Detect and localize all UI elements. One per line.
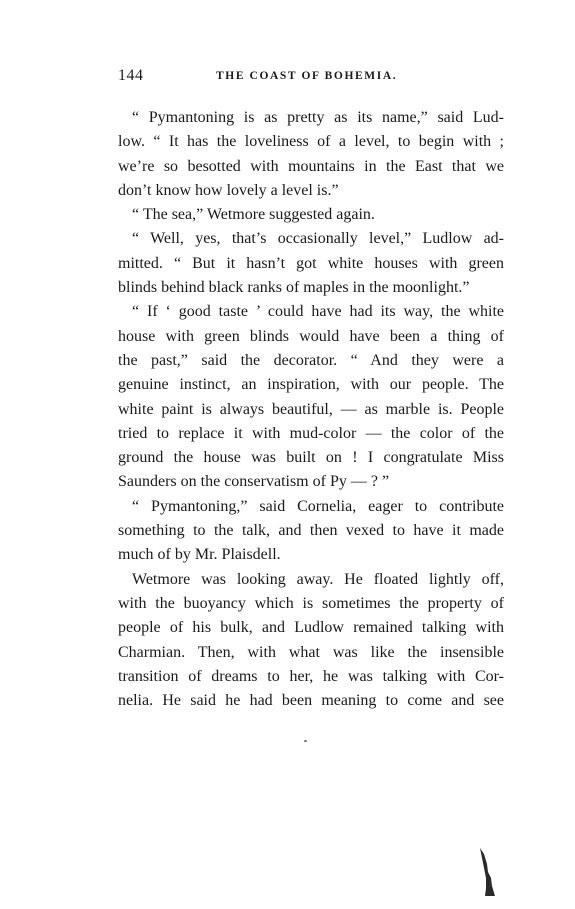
text-line: the past,” said the decorator. “ And they were a: [118, 351, 504, 369]
text-line: something to the talk, and then vexed to have it made: [118, 522, 504, 540]
text-line: people of his bulk, and Ludlow remained talking with: [118, 619, 504, 637]
text-line: don’t know how lovely a level is.”: [118, 181, 339, 199]
text-line: ground the house was built on ! I congratulate Miss: [118, 449, 504, 467]
text-line: white paint is always beautiful, — as marble is. People: [118, 400, 504, 418]
ink-speck: [304, 740, 307, 742]
text-line: Charmian. Then, with what was like the insensible: [118, 643, 504, 661]
text-line: we’re so besotted with mountains in the East that we: [118, 157, 504, 175]
page-edge-mark-icon: [478, 848, 498, 896]
text-line: blinds behind black ranks of maples in the moonlight.”: [118, 279, 470, 297]
text-line: “ Well, yes, that’s occasionally level,” Ludlow ad-: [132, 230, 504, 248]
running-header: [118, 67, 508, 87]
text-line: low. “ It has the loveliness of a level, to begin with ;: [118, 133, 504, 151]
text-line: nelia. He said he had been meaning to come and see: [118, 692, 504, 710]
text-line: “ Pymantoning is as pretty as its name,” said Lud-: [132, 109, 504, 126]
text-line: genuine instinct, an inspiration, with our people. The: [118, 376, 504, 394]
text-line: much of by Mr. Plaisdell.: [118, 546, 281, 564]
text-line: mitted. “ But it hasn’t got white houses with green: [118, 254, 504, 272]
text-line: Wetmore was looking away. He floated lightly off,: [132, 570, 504, 588]
text-line: Saunders on the conservatism of Py — ? ”: [118, 473, 390, 491]
text-line: with the buoyancy which is sometimes the property of: [118, 594, 504, 612]
text-line: transition of dreams to her, he was talking with Cor-: [118, 667, 504, 685]
running-title: THE COAST OF BOHEMIA.: [216, 70, 398, 82]
text-line: tried to replace it with mud-color — the color of the: [118, 424, 504, 442]
text-line: house with green blinds would have been a thing of: [118, 327, 504, 345]
text-line: “ If ‘ good taste ’ could have had its way, the white: [132, 303, 504, 321]
body-text: [118, 106, 504, 713]
text-line: “ Pymantoning,” said Cornelia, eager to contribute: [132, 497, 504, 515]
page-number: 144: [118, 67, 144, 84]
text-line: “ The sea,” Wetmore suggested again.: [132, 206, 375, 224]
